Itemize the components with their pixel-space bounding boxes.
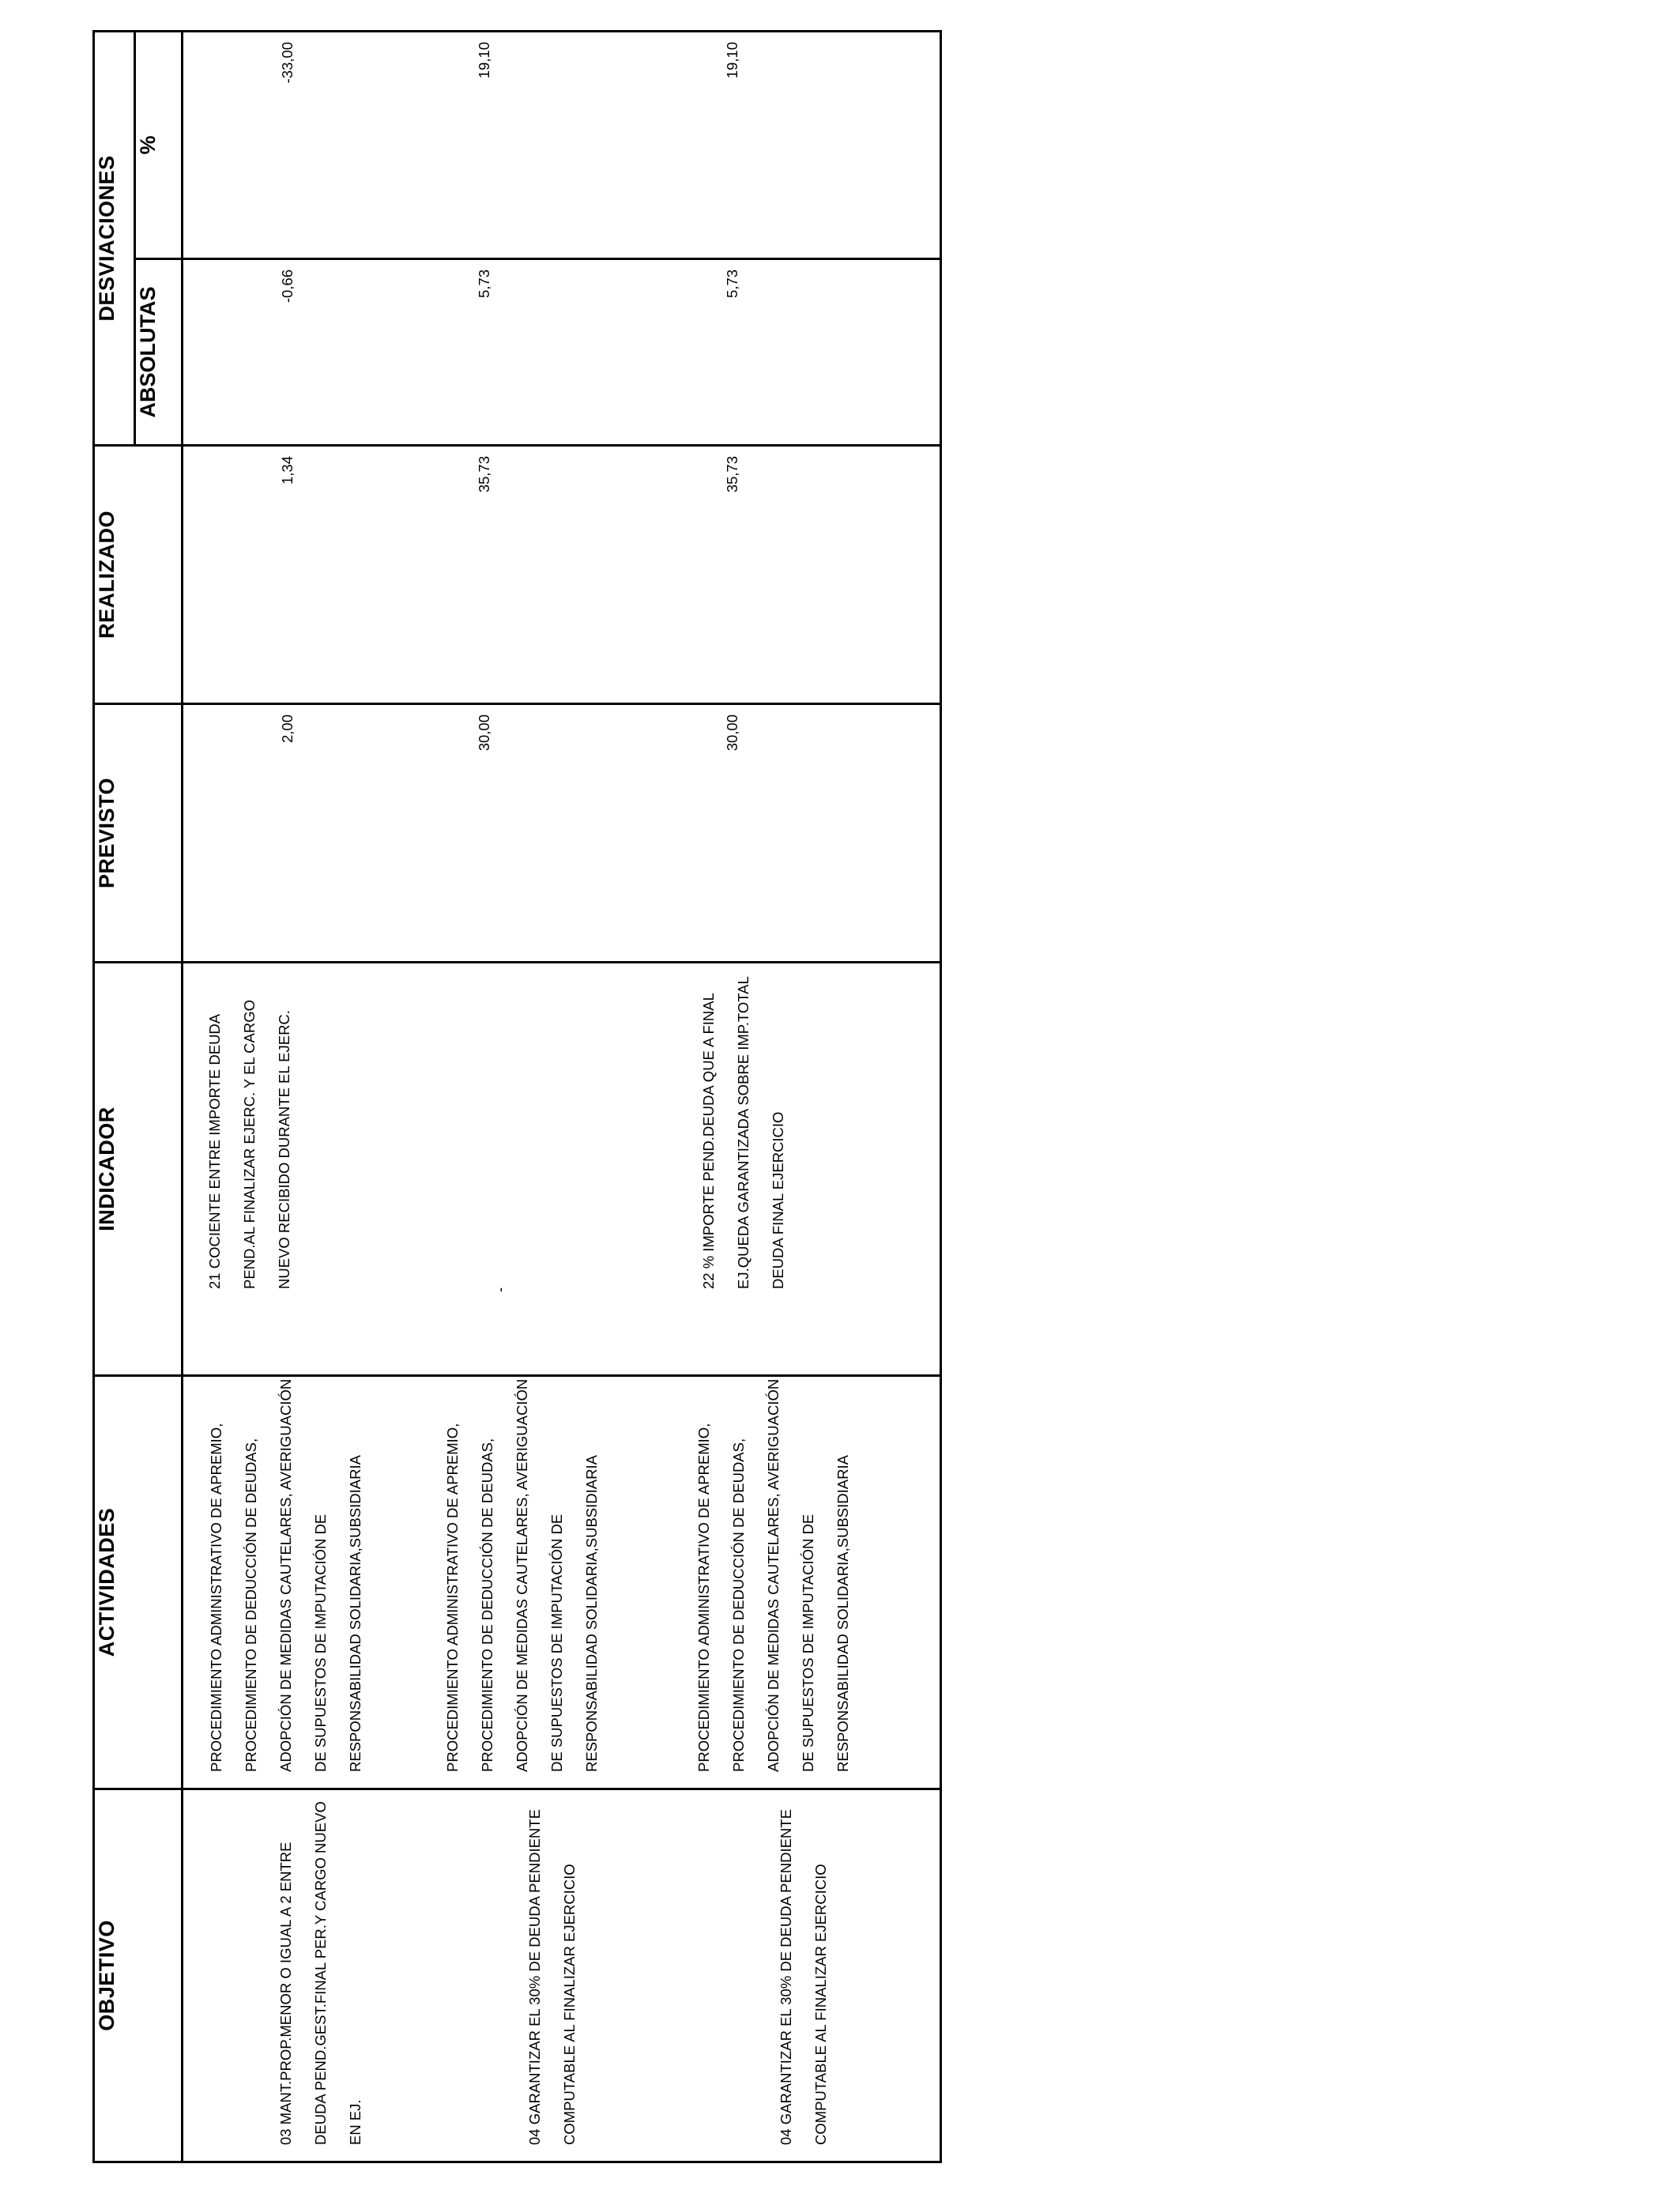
cell-actividades bbox=[434, 1376, 685, 1789]
header-realizado: REALIZADO bbox=[94, 446, 183, 704]
cell-indicador bbox=[183, 963, 434, 1376]
cell-absolutas bbox=[434, 259, 685, 446]
header-indicador: INDICADOR bbox=[94, 963, 183, 1376]
cell-porcentaje bbox=[434, 31, 685, 258]
realizado-value: 35,73 bbox=[723, 456, 740, 493]
table-row bbox=[434, 31, 685, 2162]
absolutas-value: 5,73 bbox=[723, 270, 740, 299]
cell-previsto bbox=[183, 704, 434, 963]
objetivo-text: 04 GARANTIZAR EL 30% DE DEUDA PENDIENTE COMPUTABLE AL FINALIZAR EJERCICIO bbox=[525, 1809, 578, 2145]
objectives-table bbox=[92, 30, 942, 2163]
previsto-value: 30,00 bbox=[723, 714, 740, 752]
indicador-text: 22 % IMPORTE PEND.DEUDA QUE A FINAL EJ.QUEDA GARANTIZADA SOBRE IMP.TOTAL DEUDA FINAL EJERCICIO bbox=[699, 976, 786, 1289]
header-porcentaje: % bbox=[135, 31, 183, 258]
cell-objetivo bbox=[685, 1789, 941, 2162]
header-desviaciones: DESVIACIONES bbox=[94, 31, 135, 445]
header-actividades: ACTIVIDADES bbox=[94, 1376, 183, 1789]
cell-porcentaje bbox=[183, 31, 434, 258]
absolutas-value: 5,73 bbox=[475, 270, 492, 299]
cell-realizado bbox=[434, 446, 685, 704]
previsto-value: 30,00 bbox=[475, 714, 492, 752]
indicador-text: - bbox=[491, 1287, 508, 1292]
header-absolutas: ABSOLUTAS bbox=[135, 259, 183, 446]
previsto-value: 2,00 bbox=[279, 714, 296, 744]
cell-indicador bbox=[434, 963, 685, 1376]
indicador-text: 21 COCIENTE ENTRE IMPORTE DEUDA PEND.AL FINALIZAR EJERC. Y EL CARGO NUEVO RECIBIDO DURANTE EL EJERC. bbox=[206, 1000, 292, 1289]
actividades-text: PROCEDIMIENTO ADMINISTRATIVO DE APREMIO, PROCEDIMIENTO DE DEDUCCIÓN DE DEUDAS, ADOPCIÓN DE MEDIDAS CAUTELARES, AVERIGUACIÓN DE SUPUESTOS DE IMPUTACIÓN DE RESPONSABILIDAD SOLIDARIA,SUBSIDIARIA bbox=[443, 1378, 600, 1772]
cell-realizado bbox=[685, 446, 941, 704]
realizado-value: 1,34 bbox=[279, 456, 296, 485]
absolutas-value: -0,66 bbox=[279, 270, 296, 303]
objetivo-text: 03 MANT.PROP.MENOR O IGUAL A 2 ENTRE DEUDA PEND.GEST.FINAL PER.Y CARGO NUEVO EN EJ. bbox=[277, 1801, 363, 2145]
header-previsto: PREVISTO bbox=[94, 704, 183, 963]
table-row bbox=[183, 31, 434, 2162]
actividades-text: PROCEDIMIENTO ADMINISTRATIVO DE APREMIO, PROCEDIMIENTO DE DEDUCCIÓN DE DEUDAS, ADOPCIÓN DE MEDIDAS CAUTELARES, AVERIGUACIÓN DE SUPUESTOS DE IMPUTACIÓN DE RESPONSABILIDAD SOLIDARIA,SUBSIDIARIA bbox=[695, 1378, 851, 1772]
actividades-text: PROCEDIMIENTO ADMINISTRATIVO DE APREMIO, PROCEDIMIENTO DE DEDUCCIÓN DE DEUDAS, ADOPCIÓN DE MEDIDAS CAUTELARES, AVERIGUACIÓN DE SUPUESTOS DE IMPUTACIÓN DE RESPONSABILIDAD SOLIDARIA,SUBSIDIARIA bbox=[208, 1378, 363, 1772]
cell-objetivo bbox=[434, 1789, 685, 2162]
porcentaje-value: -33,00 bbox=[279, 41, 296, 84]
header-objetivo: OBJETIVO bbox=[94, 1789, 183, 2162]
porcentaje-value: 19,10 bbox=[723, 41, 740, 79]
cell-objetivo bbox=[183, 1789, 434, 2162]
objetivo-text: 04 GARANTIZAR EL 30% DE DEUDA PENDIENTE COMPUTABLE AL FINALIZAR EJERCICIO bbox=[777, 1809, 829, 2145]
cell-actividades bbox=[685, 1376, 941, 1789]
cell-actividades bbox=[183, 1376, 434, 1789]
cell-indicador bbox=[685, 963, 941, 1376]
realizado-value: 35,73 bbox=[475, 456, 492, 493]
header-row-1 bbox=[94, 31, 135, 2162]
cell-realizado bbox=[183, 446, 434, 704]
cell-porcentaje bbox=[685, 31, 941, 258]
cell-previsto bbox=[685, 704, 941, 963]
cell-absolutas bbox=[183, 259, 434, 446]
rotated-report-table bbox=[92, 32, 940, 2163]
porcentaje-value: 19,10 bbox=[475, 41, 492, 79]
cell-absolutas bbox=[685, 259, 941, 446]
table-row bbox=[685, 31, 941, 2162]
cell-previsto bbox=[434, 704, 685, 963]
